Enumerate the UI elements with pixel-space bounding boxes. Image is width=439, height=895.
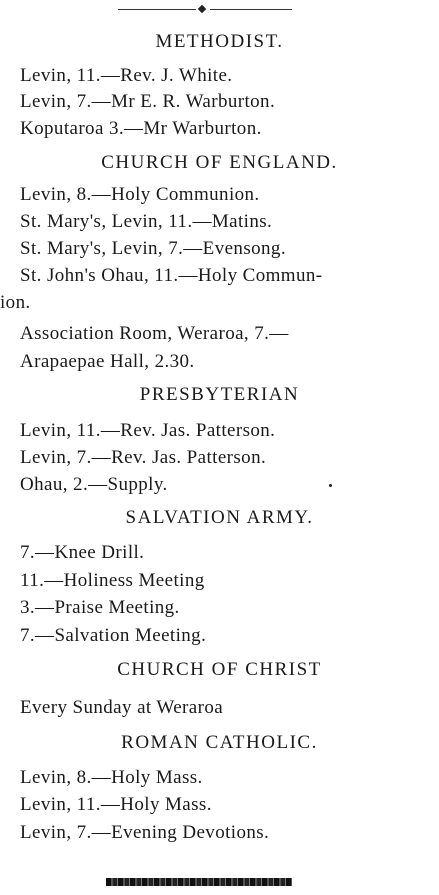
service-line-continuation: ion.	[0, 292, 31, 313]
service-line: 3.—Praise Meeting.	[20, 597, 180, 618]
stray-dot	[329, 484, 332, 487]
service-line: Levin, 7.—Mr E. R. Warburton.	[20, 91, 276, 112]
top-ornament-rule	[118, 6, 292, 12]
service-line: Levin, 7.—Evening Devotions.	[20, 822, 270, 843]
heading-presbyterian: PRESBYTERIAN	[139, 384, 300, 405]
service-line: Koputaroa 3.—Mr Warburton.	[20, 118, 262, 139]
heading-methodist: METHODIST.	[155, 31, 284, 52]
service-line: Levin, 8.—Holy Mass.	[20, 767, 203, 788]
service-line: Levin, 11.—Rev. J. White.	[20, 65, 233, 86]
service-line: Levin, 11.—Rev. Jas. Patterson.	[20, 420, 276, 441]
heading-salvation-army: SALVATION ARMY.	[125, 507, 314, 528]
service-line: Ohau, 2.—Supply.	[20, 474, 168, 495]
service-line: 7.—Salvation Meeting.	[20, 625, 207, 646]
heading-roman-catholic: ROMAN CATHOLIC.	[121, 732, 318, 753]
service-line: St. Mary's, Levin, 7.—Evensong.	[20, 238, 286, 259]
service-line: 11.—Holiness Meeting	[20, 570, 205, 591]
heading-church-of-christ: CHURCH OF CHRIST	[117, 659, 322, 680]
heading-church-of-england: CHURCH OF ENGLAND.	[101, 152, 338, 173]
service-line: Arapaepae Hall, 2.30.	[20, 351, 195, 372]
service-line: Levin, 7.—Rev. Jas. Patterson.	[20, 447, 267, 468]
service-line: Levin, 11.—Holy Mass.	[20, 794, 212, 815]
rule-line-left	[118, 9, 196, 10]
service-line: 7.—Knee Drill.	[20, 542, 145, 563]
service-line: Levin, 8.—Holy Communion.	[20, 184, 260, 205]
service-line: St. John's Ohau, 11.—Holy Commun-	[20, 265, 323, 286]
bottom-printers-rule	[106, 878, 292, 886]
rule-line-right	[210, 9, 292, 10]
service-line: Every Sunday at Weraroa	[20, 697, 224, 718]
service-line: Association Room, Weraroa, 7.—	[20, 323, 289, 344]
diamond-ornament-icon	[198, 5, 206, 13]
service-line: St. Mary's, Levin, 11.—Matins.	[20, 211, 273, 232]
